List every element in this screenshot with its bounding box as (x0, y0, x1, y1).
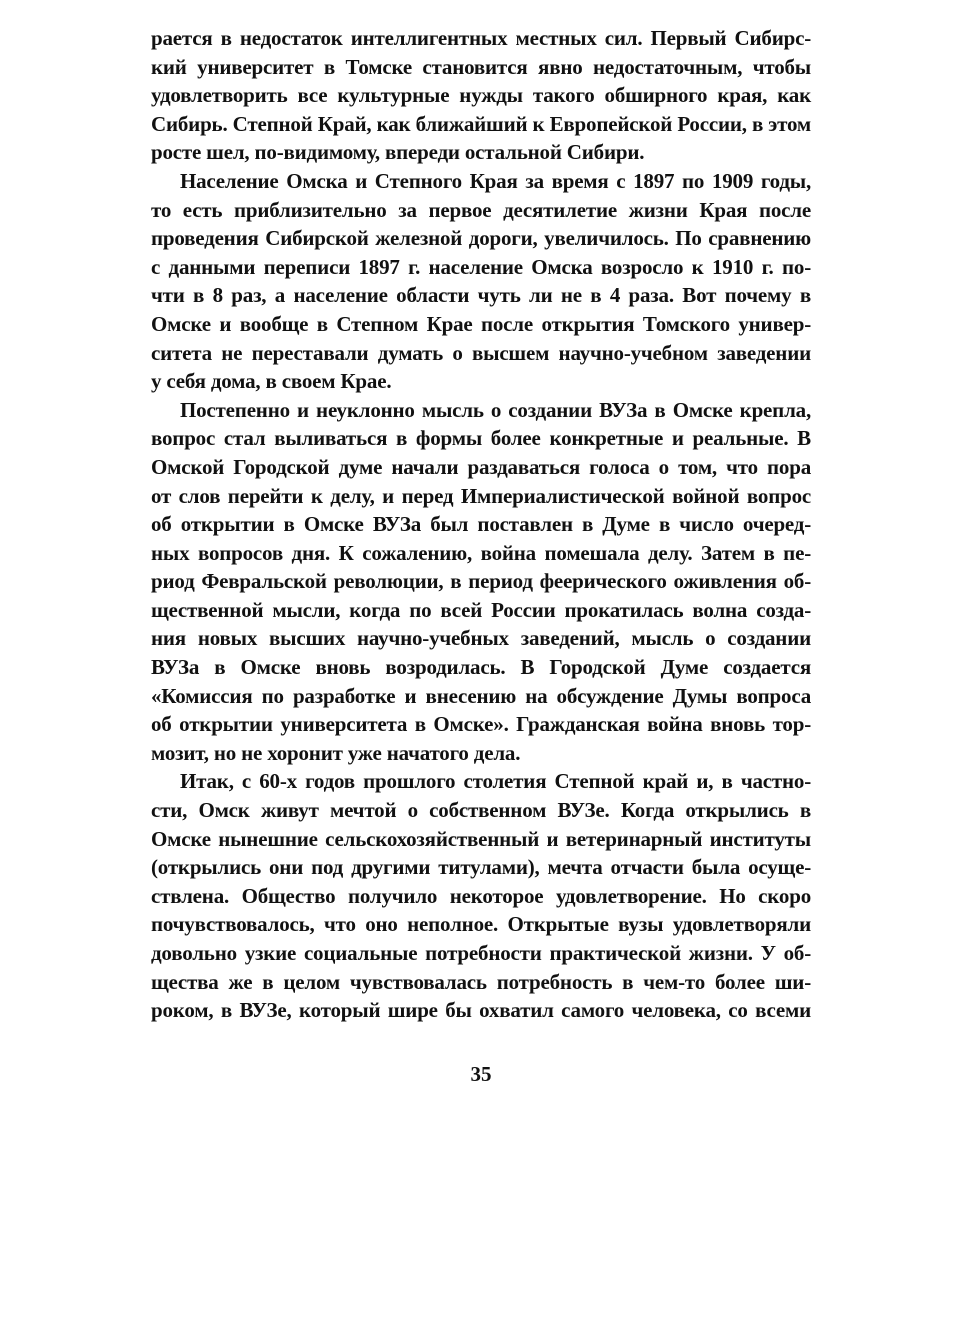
text-line: Омске и вообще в Степном Крае после открытия Томского универ- (151, 311, 811, 336)
text-line: проведения Сибирской железной дороги, увеличилось. По сравнению (151, 226, 811, 251)
text-line: риод Февральской революции, в период феерического оживления об- (151, 569, 811, 594)
text-line: «Комиссия по разработке и внесению на обсуждение Думы вопроса (151, 683, 811, 708)
text-line: Омске нынешние сельскохозяйственный и ветеринарный институты (151, 826, 811, 851)
paragraph (151, 767, 811, 1024)
text-line: ния новых высших научно-учебных заведений, мысль о создании (151, 626, 811, 651)
text-line: Сибирь. Степной Край, как ближайший к Европейской России, в этом (151, 111, 811, 136)
text-line: Итак, с 60-х годов прошлого столетия Степной край и, в частно- (180, 769, 811, 794)
text-line: росте шел, по-видимому, впереди остальной Сибири. (151, 140, 645, 165)
page-body-text (151, 24, 811, 1025)
text-line: от слов перейти к делу, и перед Империалистической войной вопрос (151, 483, 811, 508)
text-line: роком, в ВУЗе, который шире бы охватил самого человека, со всеми (151, 998, 811, 1023)
text-line: об открытии в Омске ВУЗа был поставлен в Думе в число очеред- (151, 512, 811, 537)
text-line: у себя дома, в своем Крае. (151, 369, 392, 394)
text-line: сти, Омск живут мечтой о собственном ВУЗе. Когда открылись в (151, 798, 811, 823)
page-number: 35 (470, 1062, 492, 1086)
text-line: рается в недостаток интеллигентных местных сил. Первый Сибирс- (151, 26, 811, 50)
text-line: мозит, но не хоронит уже начатого дела. (151, 740, 521, 765)
text-line: Постепенно и неуклонно мысль о создании ВУЗа в Омске крепла, (180, 397, 811, 422)
paragraph (151, 167, 811, 396)
text-line: с данными переписи 1897 г. население Омска возросло к 1910 г. по- (151, 254, 811, 279)
text-line: ствлена. Общество получило некоторое удовлетворение. Но скоро (151, 883, 811, 908)
text-line: ВУЗа в Омске вновь возродилась. В Городской Думе создается (151, 655, 811, 680)
paragraph (151, 396, 811, 768)
text-line: (открылись они под другими титулами), мечта отчасти была осуще- (151, 855, 811, 880)
text-line: Население Омска и Степного Края за время с 1897 по 1909 годы, (180, 168, 811, 193)
text-line: щественной мысли, когда по всей России прокатилась волна созда- (151, 597, 811, 622)
text-line: об открытии университета в Омске». Гражданская война вновь тор- (151, 712, 811, 737)
text-line: почувствовалось, что оно неполное. Открытые вузы удовлетворяли (151, 912, 811, 937)
text-line: вопрос стал выливаться в формы более конкретные и реальные. В (151, 426, 811, 451)
text-line: удовлетворить все культурные нужды такого обширного края, как (151, 83, 811, 108)
text-line: щества же в целом чувствовалась потребность в чем-то более ши- (151, 969, 811, 994)
text-line: чти в 8 раз, а население области чуть ли не в 4 раза. Вот почему в (151, 283, 811, 308)
paragraph (151, 24, 811, 167)
text-line: довольно узкие социальные потребности практической жизни. У об- (151, 941, 811, 965)
text-line: то есть приблизительно за первое десятилетие жизни Края после (151, 197, 811, 222)
text-line: ных вопросов дня. К сожалению, война помешала делу. Затем в пе- (151, 540, 811, 565)
text-line: кий университет в Томске становится явно недостаточным, чтобы (151, 54, 811, 79)
text-line: Омской Городской думе начали раздаваться голоса о том, что пора (151, 454, 811, 479)
text-line: ситета не переставали думать о высшем научно-учебном заведении (151, 340, 811, 365)
